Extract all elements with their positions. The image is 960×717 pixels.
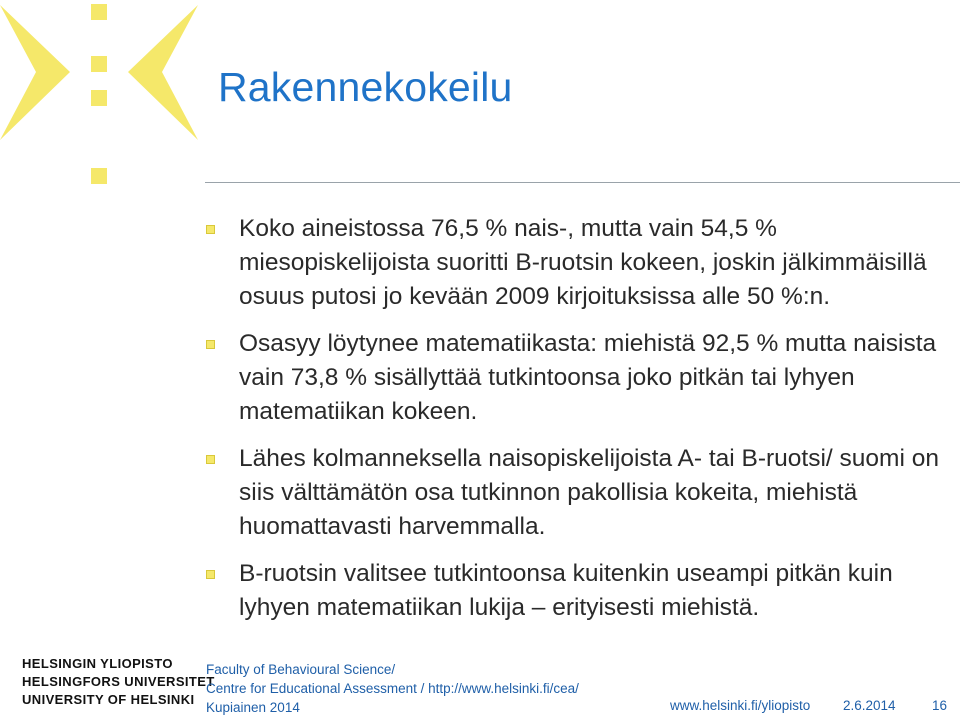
footer-centre-link[interactable]: Centre for Educational Assessment / http://www.helsinki.fi/cea/: [206, 681, 579, 696]
bullet-list: [206, 212, 951, 638]
slide-title: Rakennekokeilu: [218, 64, 513, 110]
footer-date: 2.6.2014: [843, 698, 896, 713]
university-name-block: [22, 655, 215, 709]
title-divider: [205, 182, 960, 183]
footer-credits: [206, 660, 579, 717]
footer-faculty: Faculty of Behavioural Science/: [206, 662, 396, 677]
bullet-item: [206, 442, 951, 544]
bullet-item: [206, 557, 951, 625]
university-name-fi: HELSINGIN YLIOPISTO: [22, 656, 173, 671]
bullet-text: B-ruotsin valitsee tutkintoonsa kuitenkin useampi pitkän kuin lyhyen matematiikan lukija – erityisesti miehistä.: [239, 560, 893, 621]
bullet-square-icon: [206, 225, 215, 234]
bullet-text: Koko aineistossa 76,5 % nais-, mutta vain 54,5 % miesopiskelijoista suoritti B-ruotsin kokeen, joskin jälkimmäisillä osuus putosi jo kevään 2009 kirjoituksissa alle 50 %:n.: [239, 215, 927, 310]
university-name-sv: HELSINGFORS UNIVERSITET: [22, 674, 215, 689]
bullet-text: Lähes kolmanneksella naisopiskelijoista A- tai B-ruotsi/ suomi on siis välttämätön osa tutkinnon pakollisia kokeita, miehistä huomattavasti harvemmalla.: [239, 445, 939, 540]
footer-website-link[interactable]: www.helsinki.fi/yliopisto: [670, 698, 811, 713]
bullet-item: [206, 327, 951, 429]
bullet-item: [206, 212, 951, 314]
footer-author-year: Kupiainen 2014: [206, 700, 300, 715]
bullet-square-icon: [206, 455, 215, 464]
bullet-square-icon: [206, 570, 215, 579]
bullet-text: Osasyy löytynee matematiikasta: miehistä 92,5 % mutta naisista vain 73,8 % sisällyttää tutkintoonsa joko pitkän tai lyhyen matematiikan kokeen.: [239, 330, 937, 425]
university-name-en: UNIVERSITY OF HELSINKI: [22, 692, 195, 707]
page-number: 16: [932, 698, 948, 713]
university-logo-flame: [0, 0, 210, 200]
bullet-square-icon: [206, 340, 215, 349]
